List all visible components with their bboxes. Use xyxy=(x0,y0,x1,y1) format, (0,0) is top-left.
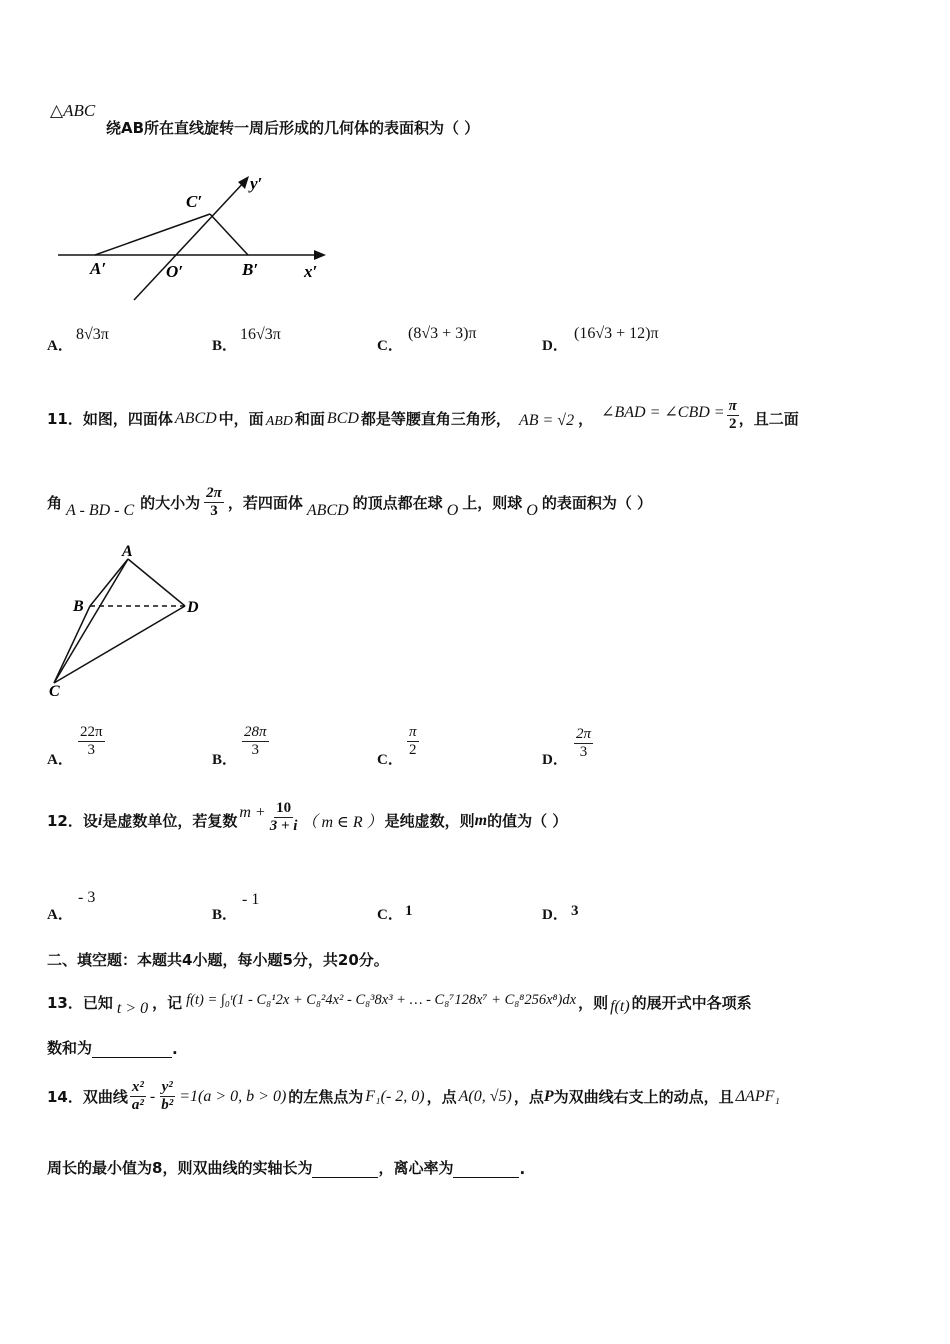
q11-math: AB = √2 xyxy=(518,411,575,429)
q14-text: 双曲线 xyxy=(82,1088,128,1106)
q11-math: ABCD xyxy=(174,409,217,427)
q11-text: ， xyxy=(578,410,594,428)
q12-number: 12． xyxy=(47,812,83,830)
denominator: b² xyxy=(161,1097,174,1113)
q12-text: 是虚数单位，若复数 xyxy=(102,812,238,830)
denominator: 3 xyxy=(579,744,588,760)
denominator: 3 xyxy=(87,742,96,758)
q10-stem: 绕AB所在直线旋转一周后形成的几何体的表面积为（ ） xyxy=(106,119,480,137)
edge-ab xyxy=(90,559,128,606)
q11-text: 的大小为 xyxy=(140,494,201,512)
q11-option-c-value xyxy=(407,724,419,759)
q11-math: ABD xyxy=(265,413,293,429)
q11-line-1 xyxy=(47,398,799,433)
q14-number: 14． xyxy=(47,1088,83,1106)
q12-text: 是纯虚数，则 xyxy=(384,812,475,830)
q12-fraction xyxy=(268,800,300,835)
q13-text: . xyxy=(172,1040,178,1058)
edge-ac xyxy=(54,559,128,683)
q12-option-d-label: D． xyxy=(542,907,568,923)
numerator: π xyxy=(728,398,737,414)
numerator: 28π xyxy=(244,724,267,740)
label-c-prime: C′ xyxy=(186,192,203,211)
q11-text: 和面 xyxy=(294,410,325,428)
denominator: a² xyxy=(131,1097,144,1113)
q12-option-d-value: 3 xyxy=(571,903,579,919)
q10-option-d-label: D． xyxy=(542,338,568,354)
q14-math: A(0, √5) xyxy=(458,1087,512,1105)
q13-number: 13． xyxy=(47,993,83,1012)
denominator: 3 xyxy=(251,742,259,758)
q14-fraction-x xyxy=(130,1079,146,1114)
numerator: 2π xyxy=(206,485,222,501)
q11-option-c-label: C． xyxy=(377,752,403,768)
numerator: y² xyxy=(161,1079,173,1095)
q13-text: 的展开式中各项系 xyxy=(631,993,752,1012)
q11-text: 中，面 xyxy=(218,410,264,428)
q13-text: 数和为 xyxy=(47,1039,93,1057)
denominator: 2 xyxy=(409,742,417,758)
q11-math: ABCD xyxy=(306,501,349,519)
x-axis-arrow-icon xyxy=(314,250,326,260)
q11-dihedral-fraction xyxy=(204,485,224,520)
q13-line-2 xyxy=(47,1037,178,1058)
q11-text: 的表面积为（ ） xyxy=(541,494,653,512)
q11-option-d-label: D． xyxy=(542,752,568,768)
label-b: B xyxy=(73,598,84,615)
denominator: 3 xyxy=(210,503,218,519)
q11-text: ，若四面体 xyxy=(227,494,303,512)
q13-text: ，记 xyxy=(152,993,183,1012)
q13-text: ，则 xyxy=(578,993,609,1012)
q12-math: m + xyxy=(239,803,266,821)
numerator: π xyxy=(409,724,417,740)
q12-math: i xyxy=(97,811,103,829)
q12-text: 的值为（ ） xyxy=(487,812,568,830)
segment-ac xyxy=(95,214,210,255)
q14-line-2 xyxy=(47,1157,525,1178)
q11-math: ∠BAD = ∠CBD = xyxy=(601,403,725,421)
numerator: 10 xyxy=(276,800,292,816)
section-heading-fill-in: 二、填空题：本题共4小题，每小题5分，共20分。 xyxy=(47,951,389,969)
label-a-prime: A′ xyxy=(90,259,107,278)
label-a: A xyxy=(122,543,133,560)
q14-math: P xyxy=(543,1087,554,1105)
numerator: 22π xyxy=(80,724,103,740)
q14-real-axis-blank[interactable] xyxy=(312,1165,378,1178)
q12-math: m xyxy=(474,811,488,829)
q12-option-c-value: 1 xyxy=(405,903,413,919)
q12-text: 设 xyxy=(82,812,98,830)
q14-text: 周长的最小值为8，则双曲线的实轴长为 xyxy=(47,1159,313,1177)
q13-text: 已知 xyxy=(82,993,113,1012)
label-o-prime: O′ xyxy=(166,262,184,281)
q11-option-a-value xyxy=(78,724,105,759)
q13-math: t > 0 xyxy=(116,1000,149,1017)
q10-option-a-value: 8√3π xyxy=(76,326,109,343)
q10-option-c-label: C． xyxy=(377,338,403,354)
label-x-prime: x′ xyxy=(304,262,318,281)
segment-cb xyxy=(210,214,248,255)
q14-line-1 xyxy=(47,1079,782,1114)
q13-line-1 xyxy=(47,986,752,1018)
q12-line xyxy=(47,800,568,835)
q11-text: 如图，四面体 xyxy=(82,410,173,428)
edge-ad xyxy=(128,559,185,606)
denominator: 3 + i xyxy=(269,818,298,834)
q11-text: 的顶点都在球 xyxy=(352,494,443,512)
q11-text: 角 xyxy=(47,494,63,512)
label-c: C xyxy=(49,683,60,700)
q11-math: O xyxy=(446,501,459,519)
q12-option-c-label: C． xyxy=(377,907,403,923)
q13-answer-blank[interactable] xyxy=(92,1045,172,1058)
q10-option-c-value: (8√3 + 3)π xyxy=(408,325,477,342)
q14-math: F₁(- 2, 0) xyxy=(365,1087,425,1105)
q11-text: 都是等腰直角三角形， xyxy=(360,410,511,428)
q10-option-d-value: (16√3 + 12)π xyxy=(574,325,659,342)
q14-math: ΔAPF₁ xyxy=(735,1087,780,1105)
q12-option-a-label: A． xyxy=(47,907,73,923)
q10-option-b-label: B． xyxy=(212,338,238,354)
q12-option-b-label: B． xyxy=(212,907,238,923)
edge-cd xyxy=(54,606,185,683)
q11-math: BCD xyxy=(326,409,359,427)
q11-angle-fraction xyxy=(727,398,739,433)
q14-text: 为双曲线右支上的动点，且 xyxy=(553,1088,734,1106)
q11-number: 11． xyxy=(47,410,83,428)
q14-text: ，点 xyxy=(513,1088,544,1106)
edge-bc xyxy=(54,606,90,683)
label-y-prime: y′ xyxy=(250,174,263,193)
q12-math: （ m ∈ R ） xyxy=(301,814,383,831)
q14-text: ，点 xyxy=(426,1088,457,1106)
q13-formula: f(t) = ∫₀ᵗ(1 - C₈¹2x + C₈²4x² - C₈³8x³ + … - C₈⁷128x⁷ + C₈⁸256x⁸)dx xyxy=(186,991,577,1008)
q11-option-b-label: B． xyxy=(212,752,238,768)
numerator: 2π xyxy=(576,726,592,742)
label-b-prime: B′ xyxy=(242,260,259,279)
q14-fraction-y xyxy=(159,1079,175,1114)
q14-text: . xyxy=(519,1160,526,1178)
label-d: D xyxy=(187,599,199,616)
q10-option-a-label: A． xyxy=(47,338,73,354)
q11-math: O xyxy=(526,501,538,519)
q10-triangle-abc: △ABC xyxy=(50,101,96,120)
q11-text: 上，则球 xyxy=(462,494,523,512)
q11-option-a-label: A． xyxy=(47,752,73,768)
q12-option-b-value: - 1 xyxy=(242,891,260,908)
q11-option-d-value xyxy=(574,726,593,761)
q14-text: 的左焦点为 xyxy=(288,1088,364,1106)
q11-math: A - BD - C xyxy=(66,501,135,519)
q12-option-a-value: - 3 xyxy=(78,889,96,906)
denominator: 2 xyxy=(728,416,737,432)
q10-option-b-value: 16√3π xyxy=(240,326,281,343)
q14-eccentricity-blank[interactable] xyxy=(453,1165,519,1178)
q13-math: f(t) xyxy=(610,998,630,1015)
q11-figure-tetrahedron xyxy=(40,540,220,700)
q14-text: ，离心率为 xyxy=(378,1159,454,1177)
numerator: x² xyxy=(131,1079,144,1095)
q11-text: ，且二面 xyxy=(738,410,799,428)
q14-math: - xyxy=(149,1087,156,1105)
q14-math: =1(a > 0, b > 0) xyxy=(179,1087,287,1105)
q11-option-b-value xyxy=(242,724,269,759)
q10-figure-oblique-axes xyxy=(50,165,340,305)
q11-line-2 xyxy=(47,485,652,520)
